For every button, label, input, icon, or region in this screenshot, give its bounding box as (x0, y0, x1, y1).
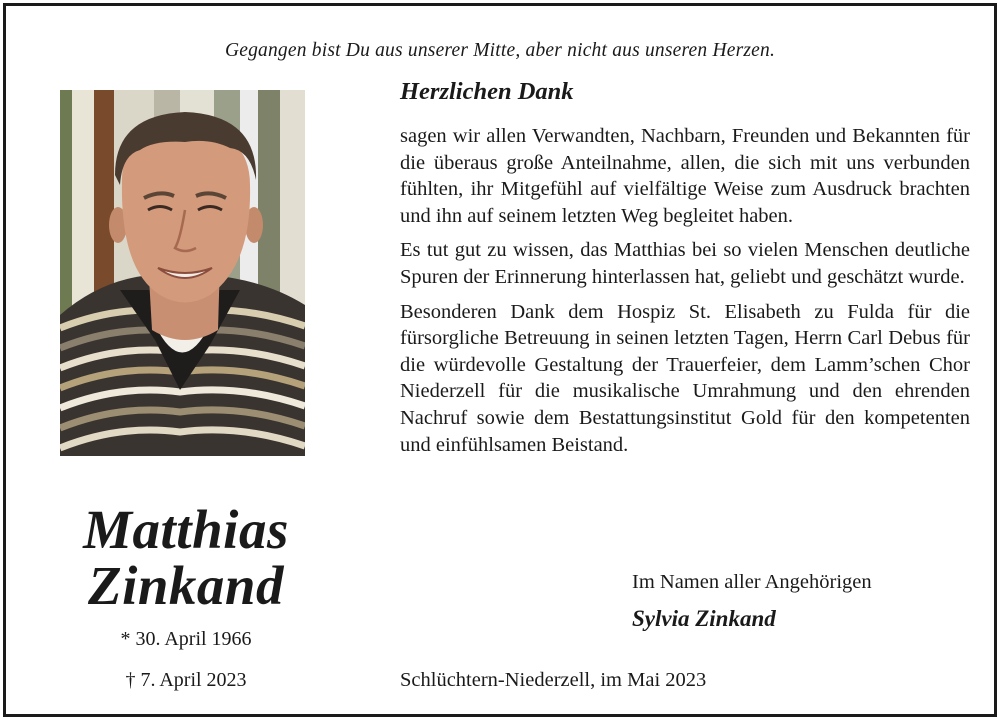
death-date: † 7. April 2023 (125, 669, 247, 691)
birth-date: * 30. April 1966 (120, 628, 252, 650)
thanks-heading: Herzlichen Dank (400, 78, 574, 105)
motto: Gegangen bist Du aus unserer Mitte, aber nicht aus unseren Herzen. (224, 40, 776, 61)
paragraph: Besonderen Dank dem Hospiz St. Elisabeth zu Fulda für die fürsorgliche Betreuung in seinen letzten Tagen, Herrn Carl Debus für die würdevolle Gestaltung der Trauerfeier, dem Lamm’schen Chor Niederzell für die musikalische Umrahmung und den ehrenden Nachruf sowie dem Bestattungsinstitut Gold für den kompetenten und einfühlsamen Beistand. (400, 300, 970, 456)
paragraph: sagen wir allen Verwandten, Nachbarn, Freunden und Bekannten für die überaus große Anteilnahme, allen, die sich mit uns verbunden fühlten, ihr Mitgefühl auf vielfältige Weise zum Ausdruck brachten und ihn auf seinem letzten Weg begleitet haben. (400, 125, 970, 227)
thanks-text (400, 123, 970, 466)
portrait-photo (60, 90, 305, 456)
obituary-card (3, 3, 997, 717)
deceased-last-name: Zinkand (87, 555, 285, 616)
paragraph: Es tut gut zu wissen, das Matthias bei so vielen Menschen deutliche Spuren der Erinnerung hinterlassen hat, geliebt und geschätzt wurde. (400, 239, 970, 288)
signer-name: Sylvia Zinkand (632, 606, 776, 631)
signature-line: Im Namen aller Angehörigen (632, 571, 872, 593)
place-and-date: Schlüchtern-Niederzell, im Mai 2023 (400, 669, 707, 691)
deceased-first-name: Matthias (83, 499, 289, 560)
